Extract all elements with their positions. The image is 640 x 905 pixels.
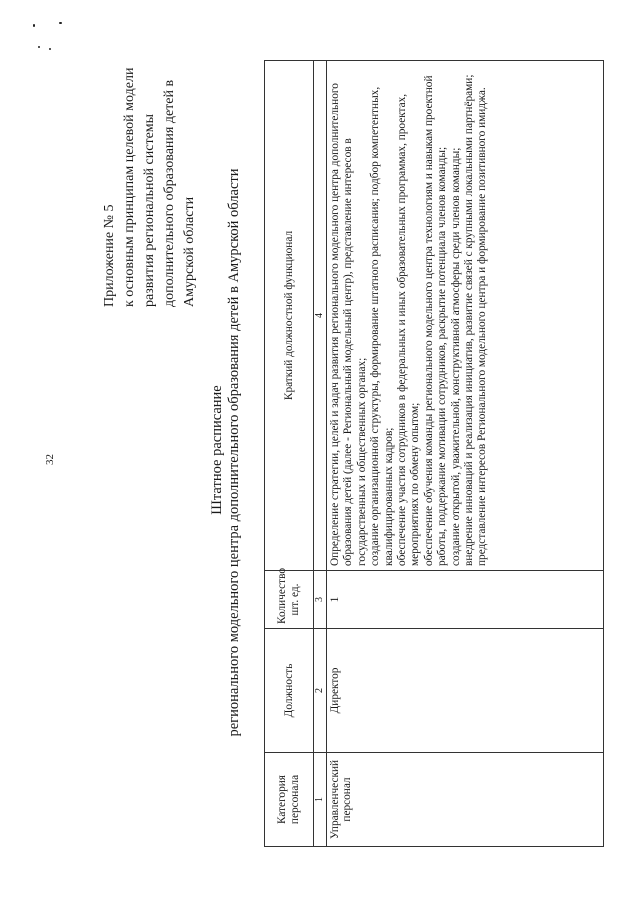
cell-quantity: 1 xyxy=(327,571,604,629)
column-number-row xyxy=(314,61,327,847)
cell-duties xyxy=(327,61,604,571)
table-row xyxy=(327,61,604,847)
cell-category: Управленческий персонал xyxy=(327,753,604,847)
table-header-row xyxy=(265,61,314,847)
duty-item: внедрение инноваций и реализация инициатив, развитие связей с крупными локальными партнёрами; xyxy=(463,74,476,566)
page-number: 32 xyxy=(44,454,56,465)
duty-item: создание организационной структуры, формирование штатного расписания; подбор компетентных, квалифицированных кадров; xyxy=(369,86,395,566)
header-category: Категория персонала xyxy=(265,753,314,847)
appendix-line: развития региональной системы xyxy=(142,113,157,307)
duty-item: Определение стратегии, целей и задач развития регионального модельного центра дополнительного образования детей (далее - Региональный модельный центр), представление интересов в государственных и общественных органах; xyxy=(329,83,368,566)
appendix-title: Приложение № 5 xyxy=(102,204,117,307)
document-subtitle: регионального модельного центра дополнительного образования детей в Амурской области xyxy=(226,168,242,737)
appendix-line: Амурской области xyxy=(182,196,197,307)
column-number: 3 xyxy=(314,571,327,629)
duty-item: создание открытой, уважительной, конструктивной атмосферы среди членов команды; xyxy=(449,147,462,566)
duty-item: обеспечение обучения команды регионального модельного центра технологиям и навыкам проектной работы, поддержание мотивации сотрудников, раскрытие потенциала членов команды; xyxy=(422,75,449,566)
staff-table xyxy=(264,60,604,847)
appendix-block xyxy=(100,7,200,307)
duty-item: представление интересов Регионального модельного центра и формирование позитивного имиджа. xyxy=(476,87,489,566)
header-quantity: Количество шт. ед. xyxy=(265,571,314,629)
column-number: 4 xyxy=(314,61,327,571)
cell-position: Директор xyxy=(327,629,604,753)
document-title: Штатное расписание xyxy=(209,385,225,515)
column-number: 2 xyxy=(314,629,327,753)
header-position: Должность xyxy=(265,629,314,753)
duty-item: обеспечение участия сотрудников в федеральных и иных образовательных программах, проектах, мероприятиях по обмену опытом; xyxy=(396,93,422,566)
header-duties: Краткий должностной функционал xyxy=(265,61,314,571)
duties-list xyxy=(329,65,490,566)
appendix-line: дополнительного образования детей в xyxy=(162,79,177,307)
column-number: 1 xyxy=(314,753,327,847)
appendix-line: к основным принципам целевой модели xyxy=(122,67,137,307)
